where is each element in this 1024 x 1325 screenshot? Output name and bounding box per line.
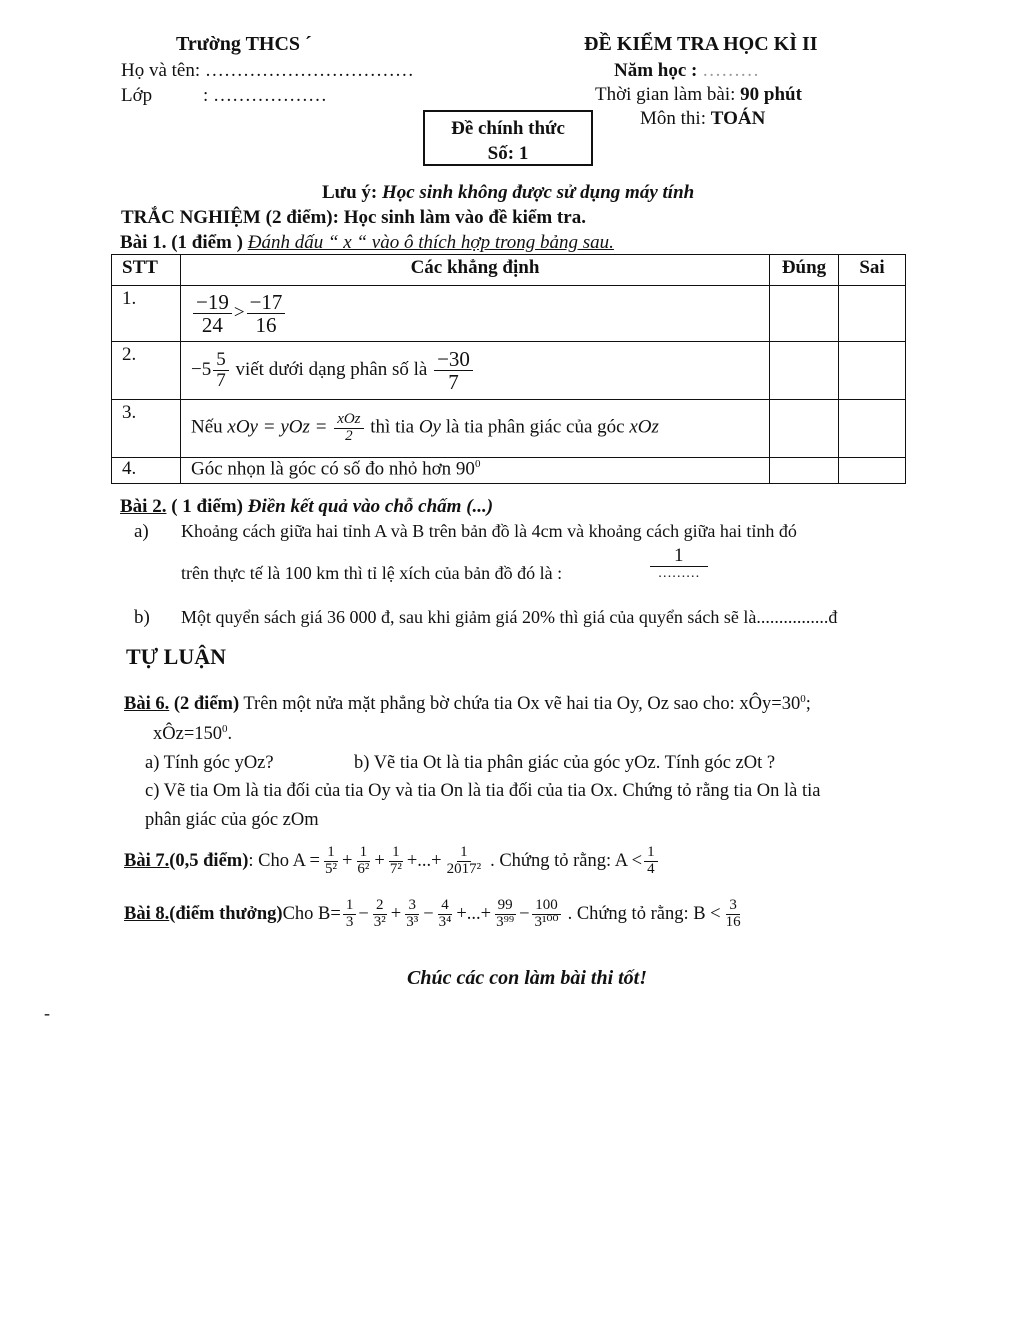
subject-value: TOÁN <box>710 108 766 129</box>
bai8-title: Bài 8. <box>124 903 170 924</box>
bai1-title: Bài 1. (1 điểm ) <box>120 232 243 253</box>
school-name: Trường THCS ´ <box>176 33 312 55</box>
fraction: $\frac{3}{\text{3³}}$ <box>406 896 419 930</box>
bai2b-label: b) <box>134 607 150 628</box>
true-checkbox[interactable] <box>770 342 839 400</box>
fraction: $\frac{3}{16}$ <box>725 896 741 930</box>
note-text: Học sinh không được sử dụng máy tính <box>381 182 695 203</box>
true-checkbox[interactable] <box>770 286 839 342</box>
official-label: Đề chính thức <box>451 118 565 139</box>
table-header-row <box>112 255 906 286</box>
bai7-title: Bài 7. <box>124 850 170 871</box>
bai2-points: ( 1 điểm) <box>166 496 248 517</box>
bai2-instruction: Điền kết quả vào chỗ chấm (...) <box>247 496 494 517</box>
true-checkbox[interactable] <box>770 400 839 458</box>
fraction: $\frac{\text{xOz}}{2}$ <box>334 412 363 445</box>
col-true: Đúng <box>770 255 839 286</box>
bai6-title: Bài 6. <box>124 694 170 715</box>
bai2b-text: Một quyển sách giá 36 000 đ, sau khi giảm giá 20% thì giá của quyển sách sẽ là................đ <box>181 607 838 627</box>
bai8: Bài 8. (điểm thưởng) Cho B= $\frac{1}{3}$ − $\frac{2}{\text{3²}}$ + $\frac{3}{\text{3³}}$ − $\frac{4}{\text{3⁴}}$ +...+ $\frac{99}{\text{3⁹⁹}}$ − $\frac{100}{\text{3¹⁰⁰}}$ . Chứng tỏ rằng: B < $\frac{3}{16}$ <box>124 889 746 939</box>
false-checkbox[interactable] <box>839 458 906 484</box>
school-year-label: Năm học : <box>614 60 698 81</box>
fraction: $\frac{1}{4}$ <box>644 845 658 878</box>
fraction: $\frac{2}{\text{3²}}$ <box>373 896 386 930</box>
closing-message: Chúc các con làm bài thi tốt! <box>407 967 648 989</box>
col-stt: STT <box>112 255 181 286</box>
bai1-instruction: Đánh dấu “ x “ vào ô thích hợp trong bảng sau. <box>247 232 614 253</box>
bai6c-line2: phân giác của góc zOm <box>145 810 319 830</box>
row-number: 4. <box>112 458 181 484</box>
table-row <box>112 286 906 342</box>
stray-mark: - <box>44 1003 50 1023</box>
true-false-table <box>111 254 906 484</box>
duration-label: Thời gian làm bài: <box>595 84 741 105</box>
exam-number: Số: 1 <box>487 143 529 164</box>
official-exam-box <box>423 110 593 166</box>
fraction: $\frac{1}{\text{2017²}}$ <box>446 843 482 877</box>
bai6-line1: Bài 6. (2 điểm) Trên một nửa mặt phẳng bờ chứa tia Ox vẽ hai tia Oy, Oz sao cho: $xÔy=30^0$; <box>124 693 811 715</box>
fraction: $\frac{1}{\text{6²}}$ <box>357 843 370 877</box>
note-label: Lưu ý: <box>322 182 382 203</box>
table-row <box>112 400 906 458</box>
school-year <box>614 60 759 82</box>
class-field: : ……………… <box>203 85 328 106</box>
exam-subject <box>640 108 765 130</box>
calculator-note <box>322 182 694 204</box>
claim-cell: Góc nhọn là góc có số đo nhỏ hơn $90^0$ <box>181 458 770 484</box>
fraction: $\frac{1}{3}$ <box>343 898 357 931</box>
student-name-field: Họ và tên: …………………………… <box>121 60 414 81</box>
essay-heading: TỰ LUẬN <box>126 644 227 669</box>
fraction: $\frac{-30}{7}$ <box>434 348 473 393</box>
multiple-choice-heading: TRẮC NGHIỆM (2 điểm): Học sinh làm vào đề kiểm tra. <box>121 207 586 228</box>
fraction: $\frac{1}{\dots\dots\dots}$ <box>650 546 708 582</box>
bai7-points: (0,5 điểm) <box>169 850 249 871</box>
fraction: $\frac{5}{7}$ <box>213 350 229 391</box>
claim-cell: −5 $\frac{5}{7}$ viết dưới dạng phân số là $\frac{-30}{7}$ <box>181 342 770 400</box>
claim-cell: Nếu xOy = yOz = $\frac{\text{xOz}}{2}$ thì tia Oy là tia phân giác của góc xOz <box>181 400 770 458</box>
school-year-value: ……… <box>697 60 760 81</box>
bai2a-text-line2: trên thực tế là 100 km thì tỉ lệ xích của bản đồ đó là : <box>181 563 563 583</box>
bai8-points: (điểm thưởng) <box>169 903 283 924</box>
class-label: Lớp <box>121 85 153 106</box>
bai2-heading <box>120 496 493 518</box>
bai6c-line1: c) Vẽ tia Om là tia đối của tia Oy và tia On là tia đối của tia Ox. Chứng tỏ rằng tia On là tia <box>145 781 821 801</box>
fraction: $\frac{100}{\text{3¹⁰⁰}}$ <box>532 898 562 931</box>
bai6-line2: $xÔz=150^0$. <box>153 723 233 745</box>
false-checkbox[interactable] <box>839 400 906 458</box>
fraction: $\frac{-19}{24}$ <box>193 291 232 336</box>
table-row <box>112 342 906 400</box>
bai6-points: (2 điểm) <box>169 694 240 715</box>
bai2a-text-line1: Khoảng cách giữa hai tỉnh A và B trên bản đồ là 4cm và khoảng cách giữa hai tỉnh đó <box>181 521 797 541</box>
bai2-title: Bài 2. <box>120 496 167 517</box>
bai7: Bài 7. (0,5 điểm) : Cho A = $\frac{1}{\text{5²}}$ + $\frac{1}{\text{6²}}$ + $\frac{1}{\text{7²}}$ +...+ $\frac{1}{\text{2017²}}$ . Chứng tỏ rằng: A < $\frac{1}{4}$ <box>124 836 660 886</box>
claim-cell: $\frac{-19}{24}$ > $\frac{-17}{16}$ <box>181 286 770 342</box>
table-row <box>112 458 906 484</box>
bai2a-label: a) <box>134 521 149 542</box>
exam-duration <box>595 84 802 106</box>
scale-answer-blank[interactable] <box>648 546 710 582</box>
false-checkbox[interactable] <box>839 286 906 342</box>
col-false: Sai <box>839 255 906 286</box>
fraction: $\frac{1}{\text{5²}}$ <box>324 843 337 877</box>
col-claims: Các khẳng định <box>181 255 770 286</box>
duration-value: 90 phút <box>740 84 802 105</box>
subject-label: Môn thi: <box>640 108 711 129</box>
fraction: $\frac{-17}{16}$ <box>247 291 286 336</box>
bai6b: b) Vẽ tia Ot là tia phân giác của góc yOz. Tính góc zOt ? <box>354 753 776 773</box>
fraction: $\frac{99}{\text{3⁹⁹}}$ <box>496 896 515 930</box>
row-number: 3. <box>112 400 181 458</box>
fraction: $\frac{4}{\text{3⁴}}$ <box>438 896 452 930</box>
false-checkbox[interactable] <box>839 342 906 400</box>
fraction: $\frac{1}{\text{7²}}$ <box>389 843 402 877</box>
true-checkbox[interactable] <box>770 458 839 484</box>
row-number: 1. <box>112 286 181 342</box>
bai1-heading <box>120 232 614 254</box>
row-number: 2. <box>112 342 181 400</box>
bai6a: a) Tính góc yOz? <box>145 753 274 773</box>
exam-title: ĐỀ KIỂM TRA HỌC KÌ II <box>584 33 818 55</box>
